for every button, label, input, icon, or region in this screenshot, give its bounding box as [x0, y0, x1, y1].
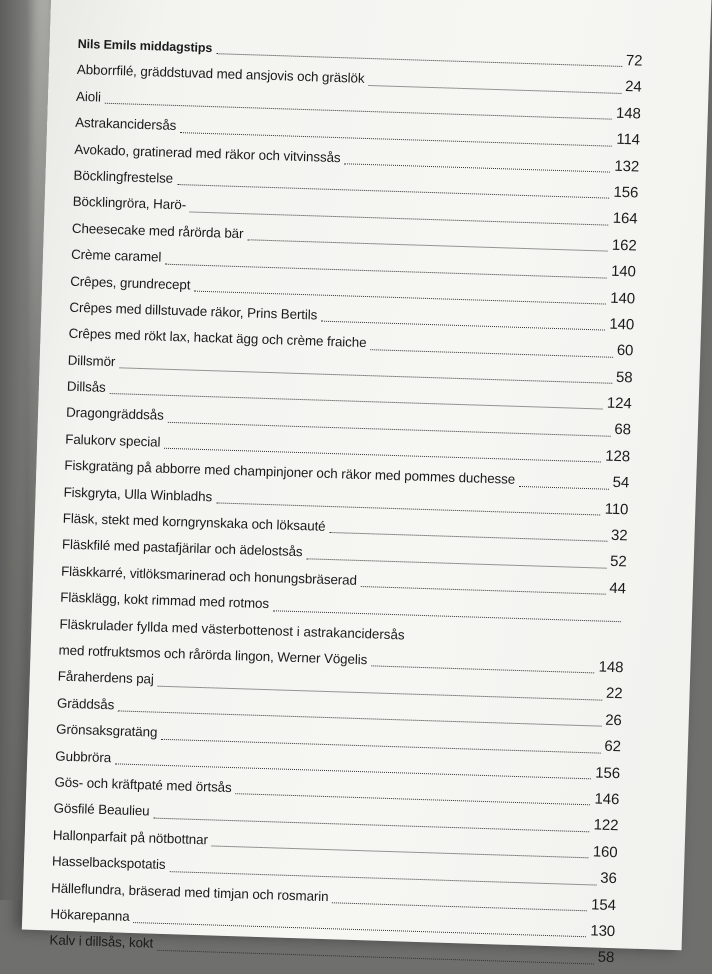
recipe-title: Böcklingfrestelse	[73, 167, 174, 186]
page-number: 156	[595, 764, 621, 782]
recipe-title: Fiskgryta, Ulla Winbladhs	[63, 484, 213, 504]
dot-leader	[519, 485, 609, 490]
recipe-title: Hasselbackspotatis	[51, 853, 166, 873]
page-number: 22	[605, 685, 623, 703]
dot-leader	[368, 84, 621, 94]
recipe-title: Avokado, gratinerad med räkor och vitvinssås	[74, 141, 341, 165]
page-number: 164	[612, 210, 638, 228]
recipe-title: Astrakancidersås	[74, 114, 177, 134]
page-number: 54	[612, 474, 630, 492]
recipe-title: Gösfilé Beaulieu	[53, 800, 150, 819]
recipe-title: Fläsk, stekt med korngrynskaka och löksauté	[62, 510, 326, 534]
recipe-title: Hallonparfait på nötbottnar	[52, 827, 209, 848]
recipe-title: Fläsklägg, kokt rimmad med rotmos	[60, 589, 270, 612]
page-number: 148	[615, 104, 642, 123]
recipe-title: Crème caramel	[70, 246, 162, 265]
page-number: 110	[604, 500, 629, 519]
recipe-title: Grönsaksgratäng	[55, 721, 158, 740]
page-number: 58	[597, 948, 615, 967]
dot-leader	[371, 665, 594, 674]
page-number: 154	[590, 895, 617, 914]
page-number: 146	[594, 790, 620, 809]
recipe-title: Fläskrulader fyllda med västerbottenost i astrakancidersås	[59, 616, 405, 642]
recipe-title: Hökarepanna	[50, 906, 130, 924]
page-number: 140	[610, 262, 637, 281]
dot-leader	[157, 948, 594, 964]
page-number: 60	[616, 342, 634, 360]
page-number: 72	[625, 52, 643, 70]
page-number: 140	[609, 289, 636, 307]
recipe-title: Kalv i dillsås, kokt	[49, 932, 154, 951]
recipe-title: Gubbröra	[55, 748, 112, 765]
dot-leader	[332, 901, 587, 911]
page-number: 114	[616, 130, 641, 149]
page-number: 122	[593, 816, 619, 835]
recipe-title: Falukorv special	[65, 431, 161, 450]
page-number: 58	[615, 368, 633, 387]
recipe-title: Crêpes, grundrecept	[70, 273, 191, 293]
page-number: 156	[613, 183, 639, 202]
recipe-title: Crêpes med dillstuvade räkor, Prins Bertils	[69, 299, 318, 323]
recipe-title: Fiskgratäng på abborre med champinjoner och räkor med pommes duchesse	[64, 457, 516, 488]
page-number: 124	[606, 394, 632, 413]
recipe-title: Fåraherdens paj	[57, 668, 155, 687]
recipe-title: Böcklingröra, Harö-	[72, 194, 187, 213]
page-number: 160	[592, 843, 618, 861]
page-number: 26	[604, 711, 622, 730]
recipe-title: Abborrfilé, gräddstuvad med ansjovis och gräslök	[76, 62, 365, 87]
dot-leader	[329, 531, 607, 542]
page-number: 148	[598, 658, 624, 677]
recipe-title: Hälleflundra, bräserad med timjan och rosmarin	[50, 879, 329, 904]
page-number: 130	[590, 922, 616, 941]
page-number: 24	[624, 78, 642, 96]
recipe-title: Gräddsås	[56, 695, 115, 713]
page-number: 140	[609, 315, 635, 334]
dot-leader	[370, 348, 612, 358]
recipe-index	[49, 31, 643, 972]
dot-leader	[344, 162, 610, 172]
recipe-title: Aioli	[75, 88, 102, 105]
page-number: 32	[610, 526, 628, 545]
recipe-title-continued: med rotfruktsmos och rårörda lingon, Werner Vögelis	[58, 642, 368, 668]
recipe-title: Cheesecake med rårörda bär	[71, 220, 244, 241]
page-number: 128	[605, 447, 631, 466]
recipe-title: Dillsås	[66, 378, 106, 395]
recipe-title: Fläskkarré, vitlöksmarinerad och honungsbräserad	[60, 563, 358, 588]
page-number: 162	[611, 236, 637, 255]
recipe-title: Dillsmör	[67, 352, 116, 369]
recipe-title: Dragongräddsås	[65, 405, 164, 424]
recipe-title: Gös- och kräftpaté med örtsås	[54, 774, 232, 795]
page-number: 62	[604, 737, 622, 756]
recipe-title: Crêpes med rökt lax, hackat ägg och crème fraiche	[68, 326, 367, 351]
dot-leader	[361, 585, 606, 595]
book-page	[22, 0, 712, 967]
page-number: 132	[614, 157, 640, 176]
recipe-title: Fläskfilé med pastafjärilar och ädelostsås	[61, 537, 303, 560]
page-number: 52	[609, 553, 627, 571]
dot-leader	[321, 320, 605, 331]
page-number: 36	[599, 869, 617, 888]
page-number: 68	[614, 421, 632, 439]
section-heading: Nils Emils middagstips	[77, 36, 213, 56]
page-number: 44	[609, 579, 627, 598]
